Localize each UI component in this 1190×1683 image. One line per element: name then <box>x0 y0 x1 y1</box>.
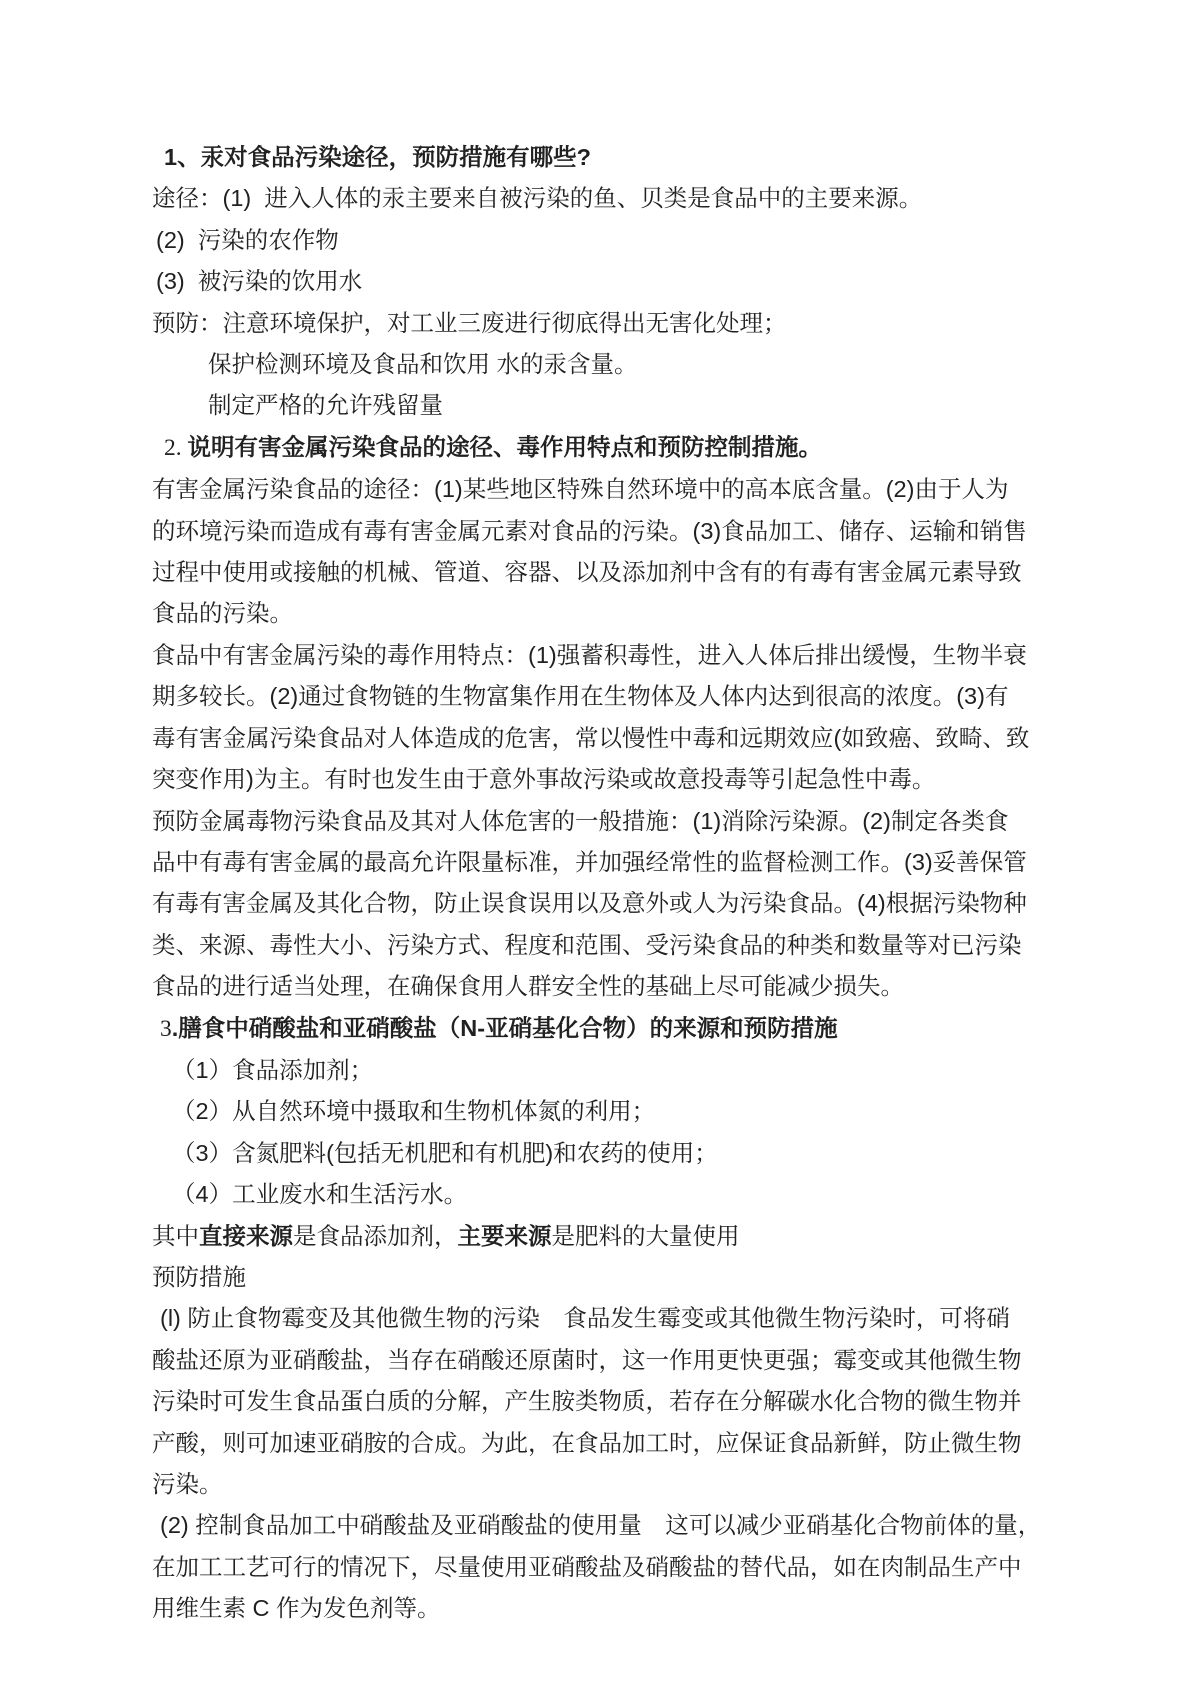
text-segment: （1）食品添加剂； <box>172 1056 374 1083</box>
text-segment: (l) 防止食物霉变及其他微生物的污染 食品发生霉变或其他微生物污染时，可将硝 <box>160 1305 1010 1332</box>
text-segment: （4）工业废水和生活污水。 <box>172 1181 468 1208</box>
text-line <box>152 842 1058 883</box>
text-segment: 预防措施 <box>152 1263 246 1290</box>
bold-text-segment: 说明有害金属污染食品的途径、毒作用特点和预防控制措施。 <box>187 433 822 460</box>
text-segment: 途径：(1) 进入人体的汞主要来自被污染的鱼、贝类是食品中的主要来源。 <box>152 185 923 212</box>
text-line <box>152 1257 1058 1298</box>
text-segment: (3) 被污染的饮用水 <box>156 268 363 295</box>
text-segment: 毒有害金属污染食品对人体造成的危害，常以慢性中毒和远期效应(如致癌、致畸、致 <box>152 724 1030 751</box>
text-line <box>152 385 1058 426</box>
text-line <box>152 303 1058 344</box>
text-segment: 2. <box>164 434 188 461</box>
text-line <box>152 1174 1058 1215</box>
text-segment: 用维生素 C 作为发色剂等。 <box>152 1595 441 1622</box>
text-line <box>152 1588 1058 1629</box>
text-segment: 是食品添加剂， <box>293 1222 458 1249</box>
text-line <box>152 718 1058 759</box>
text-segment: 在加工工艺可行的情况下，尽量使用亚硝酸盐及硝酸盐的替代品，如在肉制品生产中 <box>152 1553 1022 1580</box>
text-line <box>152 883 1058 924</box>
text-segment: 品中有毒有害金属的最高允许限量标准，并加强经常性的监督检测工作。(3)妥善保管 <box>152 848 1027 875</box>
text-line <box>152 261 1058 302</box>
text-segment: (2) 污染的农作物 <box>156 226 339 253</box>
text-line <box>152 1133 1058 1174</box>
text-segment: 的环境污染而造成有毒有害金属元素对食品的污染。(3)食品加工、储存、运输和销售 <box>152 517 1027 544</box>
text-segment: 预防：注意环境保护，对工业三废进行彻底得出无害化处理； <box>152 309 787 336</box>
text-line <box>152 178 1058 219</box>
text-segment: 是肥料的大量使用 <box>551 1222 740 1249</box>
text-line <box>152 511 1058 552</box>
bold-text-segment: 直接来源 <box>199 1222 293 1249</box>
text-segment: 过程中使用或接触的机械、管道、容器、以及添加剂中含有的有毒有害金属元素导致 <box>152 559 1022 586</box>
text-line <box>152 1340 1058 1381</box>
text-line <box>152 1050 1058 1091</box>
text-line <box>152 1423 1058 1464</box>
text-segment: 预防金属毒物污染食品及其对人体危害的一般措施：(1)消除污染源。(2)制定各类食 <box>152 807 1009 834</box>
text-segment: 有害金属污染食品的途径：(1)某些地区特殊自然环境中的高本底含量。(2)由于人为 <box>152 476 1009 503</box>
text-segment: 食品的进行适当处理，在确保食用人群安全性的基础上尽可能减少损失。 <box>152 973 904 1000</box>
text-line <box>152 1216 1058 1257</box>
text-line <box>152 1381 1058 1422</box>
text-line <box>152 1091 1058 1132</box>
text-segment: 保护检测环境及食品和饮用 水的汞含量。 <box>208 351 638 378</box>
bold-text-segment: 1、汞对食品污染途径，预防措施有哪些? <box>164 144 591 170</box>
text-line <box>152 1298 1058 1339</box>
text-segment: （3）含氮肥料(包括无机肥和有机肥)和农药的使用； <box>172 1139 718 1166</box>
text-line <box>152 1547 1058 1588</box>
text-segment: （2）从自然环境中摄取和生物机体氮的利用； <box>172 1098 656 1125</box>
text-segment: 食品的污染。 <box>152 600 293 627</box>
text-line <box>152 469 1058 510</box>
text-segment: (2) 控制食品加工中硝酸盐及亚硝酸盐的使用量 这可以减少亚硝基化合物前体的量， <box>160 1512 1042 1539</box>
text-line <box>152 344 1058 385</box>
text-segment: 突变作用)为主。有时也发生由于意外事故污染或故意投毒等引起急性中毒。 <box>152 766 936 793</box>
text-line <box>152 925 1058 966</box>
section-heading <box>152 427 1058 469</box>
text-line <box>152 759 1058 800</box>
text-line <box>152 1464 1058 1505</box>
text-segment: 其中 <box>152 1222 199 1249</box>
text-line <box>152 676 1058 717</box>
text-segment: 污染。 <box>152 1471 223 1497</box>
text-segment: 污染时可发生食品蛋白质的分解，产生胺类物质，若存在分解碳水化合物的微生物并 <box>152 1388 1022 1415</box>
text-line <box>152 593 1058 634</box>
text-segment: 制定严格的允许残留量 <box>208 392 443 419</box>
bold-text-segment: .膳食中硝酸盐和亚硝酸盐（N-亚硝基化合物）的来源和预防措施 <box>171 1014 838 1041</box>
text-segment: 酸盐还原为亚硝酸盐，当存在硝酸还原菌时，这一作用更快更强；霉变或其他微生物 <box>152 1346 1022 1373</box>
text-segment: 类、来源、毒性大小、污染方式、程度和范围、受污染食品的种类和数量等对已污染 <box>152 931 1022 958</box>
text-line <box>152 552 1058 593</box>
text-line <box>152 801 1058 842</box>
text-line <box>152 1505 1058 1546</box>
text-segment: 3 <box>160 1015 172 1042</box>
text-line <box>152 220 1058 261</box>
text-segment: 期多较长。(2)通过食物链的生物富集作用在生物体及人体内达到很高的浓度。(3)有 <box>152 683 1009 710</box>
text-segment: 产酸，则可加速亚硝胺的合成。为此，在食品加工时，应保证食品新鲜，防止微生物 <box>152 1429 1022 1456</box>
text-segment: 有毒有害金属及其化合物，防止误食误用以及意外或人为污染食品。(4)根据污染物种 <box>152 890 1027 917</box>
section-heading <box>152 1008 1058 1050</box>
section-heading <box>152 137 1058 178</box>
bold-text-segment: 主要来源 <box>457 1222 552 1249</box>
text-line <box>152 635 1058 676</box>
text-line <box>152 966 1058 1007</box>
document-body <box>152 137 1058 1630</box>
text-segment: 食品中有害金属污染的毒作用特点：(1)强蓄积毒性，进入人体后排出缓慢，生物半衰 <box>152 641 1027 668</box>
